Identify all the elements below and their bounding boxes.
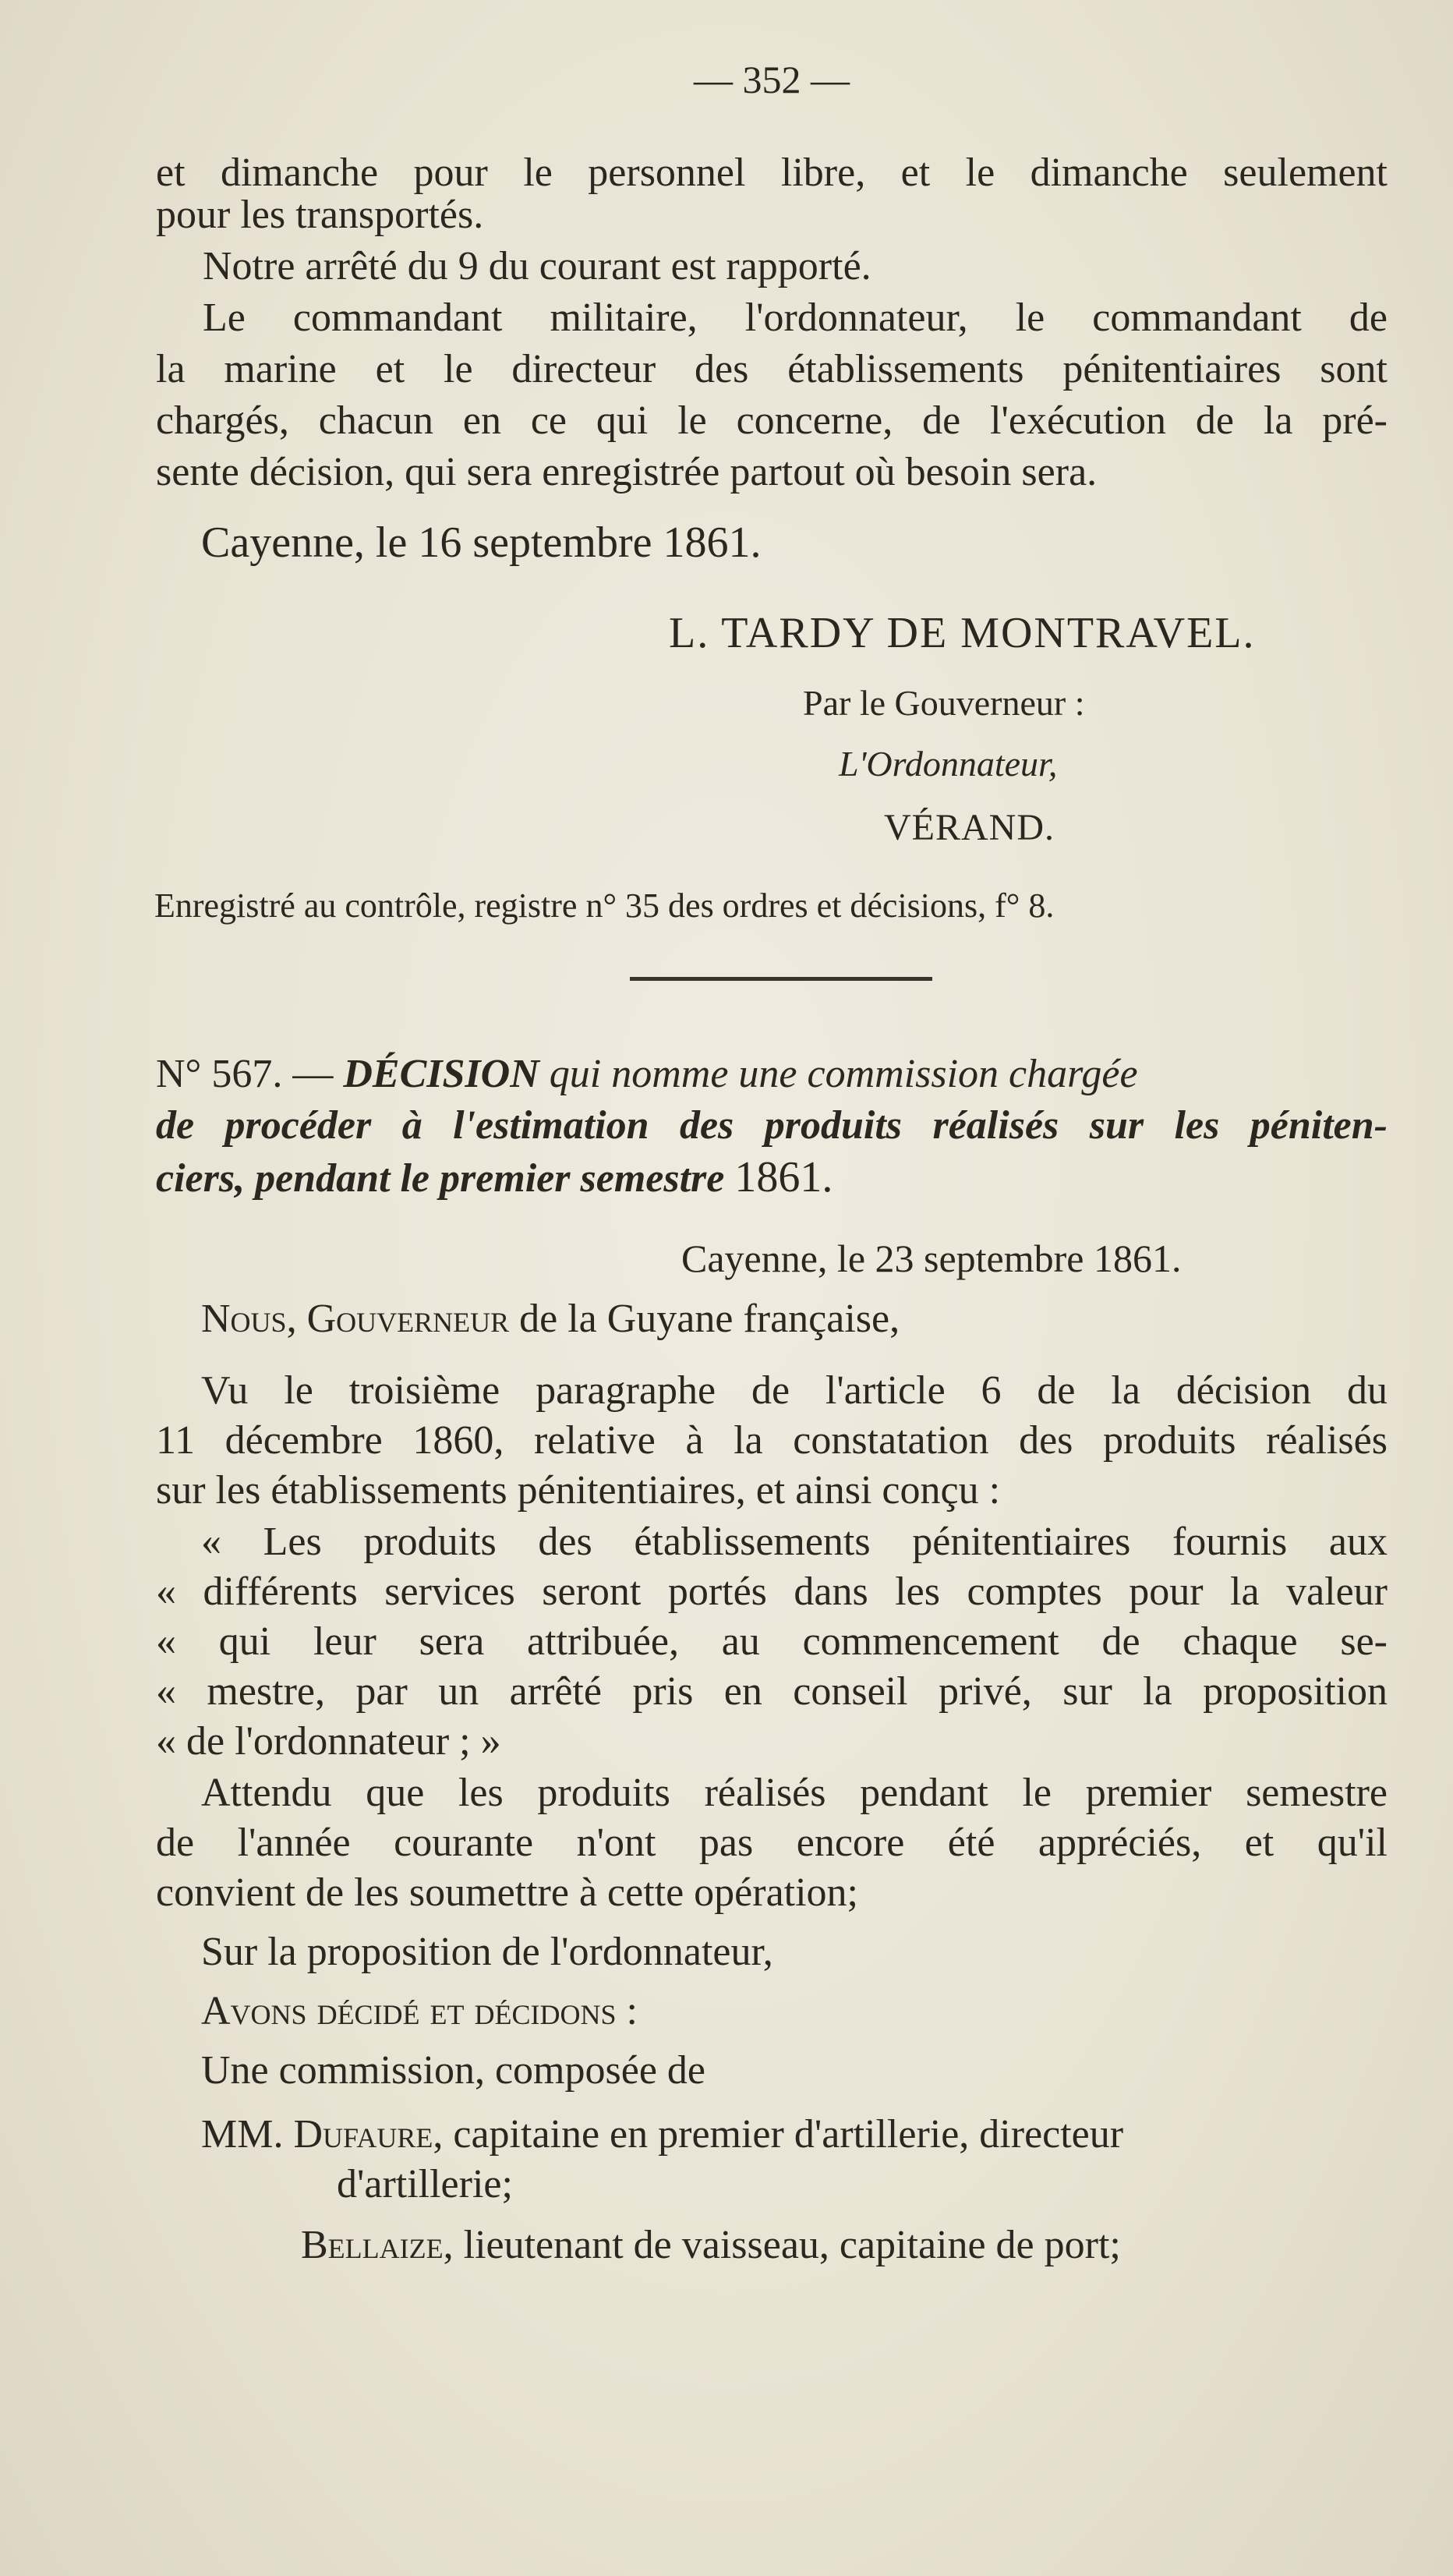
text-line: la marine et le directeur des établissements pénitentiaires sont (156, 347, 1388, 391)
text-line: sur les établissements pénitentiaires, et ainsi conçu : (156, 1468, 1001, 1513)
text-line: chargés, chacun en ce qui le concerne, de l'exécution de la pré- (156, 398, 1388, 443)
member-line (301, 2220, 1121, 2270)
text-line: Vu le troisième paragraphe de l'article 6 de la décision du (201, 1368, 1388, 1413)
member-name: Bellaize (301, 2223, 444, 2267)
signature-name: L. TARDY DE MONTRAVEL. (669, 609, 1256, 657)
text-line: Attendu que les produits réalisés pendant le premier semestre (201, 1771, 1388, 1815)
signature-par: Par le Gouverneur : (803, 683, 1085, 723)
mm-abbrev: MM. (201, 2112, 284, 2157)
decision-heading-line (156, 1049, 1388, 1099)
decision-title-line: de procéder à l'estimation des produits réalisés sur les péniten- (156, 1103, 1388, 1148)
page-number: — 352 — (694, 58, 850, 101)
signature-signer: VÉRAND. (884, 807, 1055, 848)
text-line: convient de les soumettre à cette opération; (156, 1870, 858, 1915)
nous-word: Nous, (201, 1297, 297, 1341)
text-line: Une commission, composée de (201, 2048, 705, 2093)
member-description: , capitaine en premier d'artillerie, directeur (433, 2112, 1124, 2157)
quote-line: « mestre, par un arrêté pris en conseil privé, sur la proposition (156, 1669, 1388, 1714)
member-line (201, 2110, 1388, 2160)
decision-number: N° 567. — (156, 1052, 334, 1096)
avons-line: Avons décidé et décidons : (201, 1989, 638, 2033)
decision-title: qui nomme une commission chargée (549, 1052, 1138, 1096)
text-line: de l'année courante n'ont pas encore été appréciés, et qu'il (156, 1821, 1388, 1865)
preamble-line (201, 1294, 900, 1344)
date-line: Cayenne, le 23 septembre 1861. (681, 1237, 1182, 1280)
text-line: pour les transportés. (156, 193, 484, 237)
text-line: Le commandant militaire, l'ordonnateur, le commandant de (203, 295, 1388, 340)
text-line: sente décision, qui sera enregistrée partout où besoin sera. (156, 450, 1098, 494)
decision-title-word: DÉCISION (343, 1052, 539, 1096)
section-divider (630, 977, 932, 981)
quote-line: « qui leur sera attribuée, au commencement de chaque se- (156, 1619, 1388, 1664)
text-line: Notre arrêté du 9 du courant est rapporté. (203, 244, 871, 288)
member-name: Dufaure (293, 2112, 433, 2157)
text-line: 11 décembre 1860, relative à la constatation des produits réalisés (156, 1418, 1388, 1463)
decision-title-line (156, 1152, 833, 1204)
decision-year: 1861. (734, 1153, 833, 1201)
preamble-rest: de la Guyane française, (519, 1297, 900, 1341)
quote-line: « différents services seront portés dans les comptes pour la valeur (156, 1569, 1388, 1614)
quote-line: « de l'ordonnateur ; » (156, 1719, 501, 1764)
decision-title-italic: ciers, pendant le premier semestre (156, 1156, 725, 1201)
quote-line: « Les produits des établissements pénitentiaires fournis aux (201, 1520, 1388, 1564)
date-line: Cayenne, le 16 septembre 1861. (201, 518, 762, 567)
member-line-continued: d'artillerie; (337, 2162, 513, 2206)
gouverneur-word: Gouverneur (306, 1297, 510, 1341)
text-line: Sur la proposition de l'ordonnateur, (201, 1930, 773, 1974)
signature-role: L'Ordonnateur, (839, 744, 1058, 784)
text-line: et dimanche pour le personnel libre, et le dimanche seulement (156, 150, 1388, 195)
member-description: , lieutenant de vaisseau, capitaine de port; (443, 2223, 1121, 2267)
registration-note: Enregistré au contrôle, registre n° 35 des ordres et décisions, f° 8. (154, 886, 1055, 925)
